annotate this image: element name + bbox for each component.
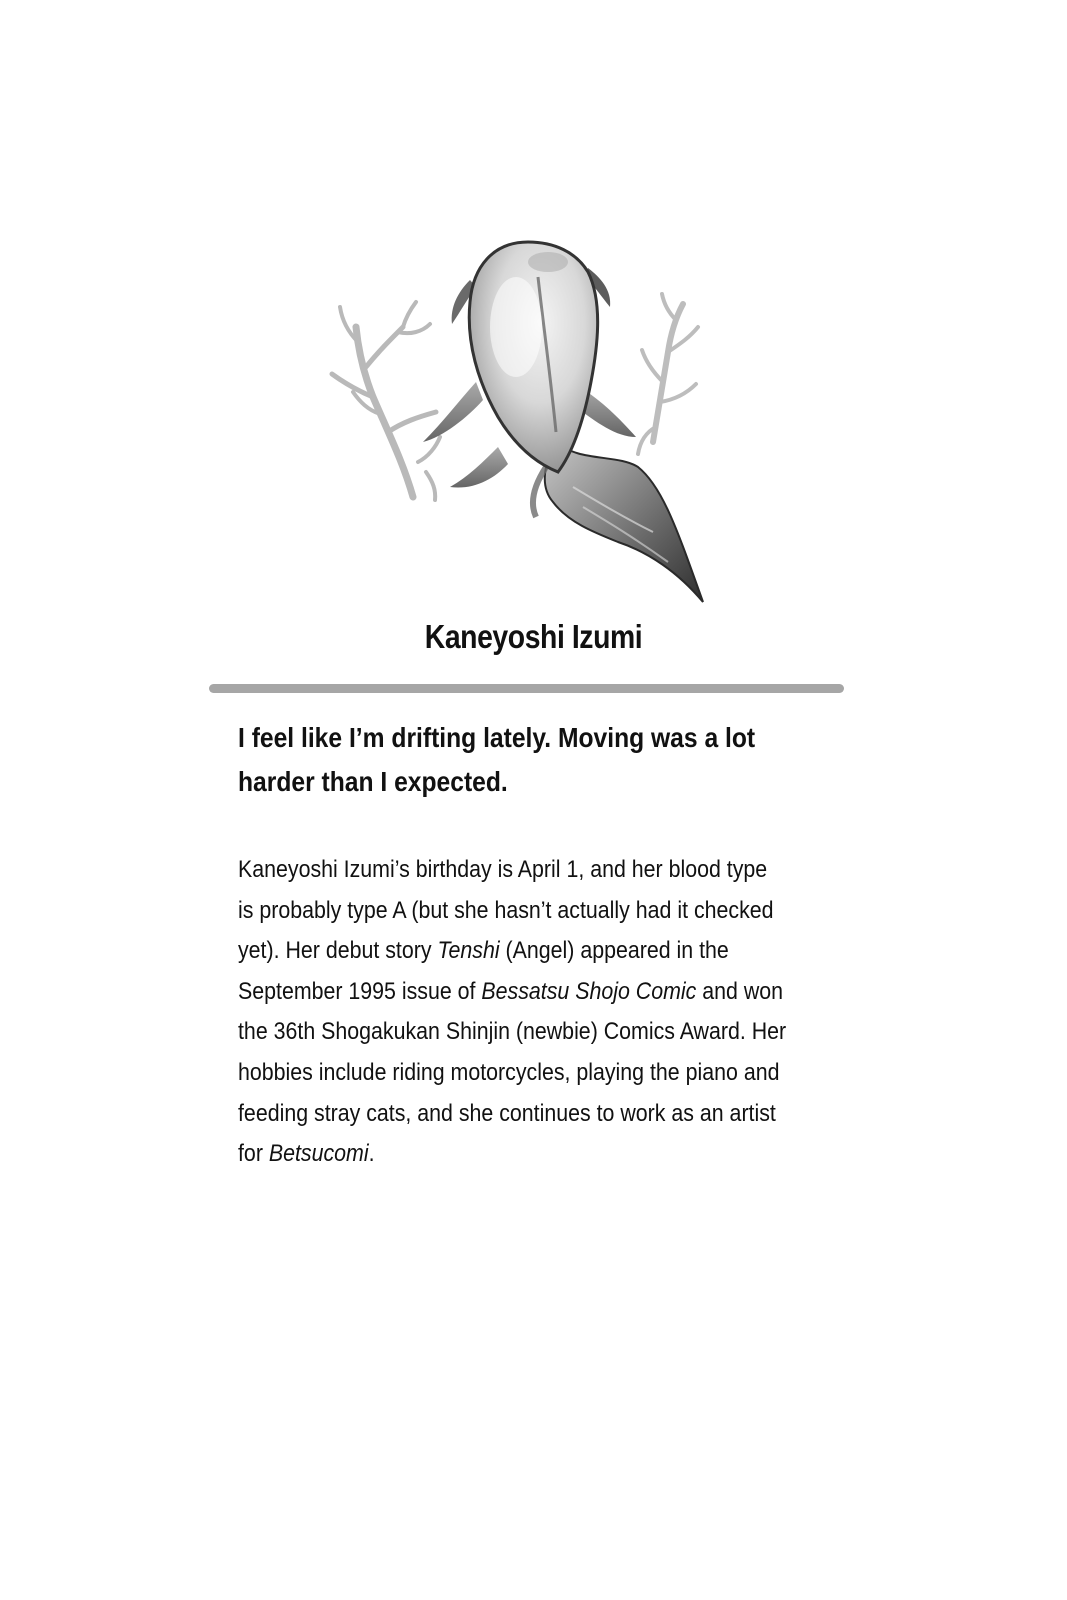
quote-line-2: harder than I expected. [238, 766, 508, 797]
bio-line-7: feeding stray cats, and she continues to work as an artist [238, 1099, 776, 1127]
bio-line-5: the 36th Shogakukan Shinjin (newbie) Comics Award. Her [238, 1018, 787, 1046]
bio-line-3: yet). Her debut story Tenshi (Angel) appeared in the [238, 937, 729, 965]
tail-fin [545, 442, 703, 602]
seaweed-right-icon [638, 294, 698, 454]
quote-line-1: I feel like I’m drifting lately. Moving was a lot [238, 722, 756, 753]
bio-line-6: hobbies include riding motorcycles, playing the piano and [238, 1058, 780, 1086]
author-bio [238, 850, 808, 1175]
seaweed-left-icon [332, 302, 440, 500]
bio-line-1: Kaneyoshi Izumi’s birthday is April 1, and her blood type [238, 856, 768, 883]
title-bessatsu-shojo-comic: Bessatsu Shojo Comic [481, 977, 697, 1005]
author-name: Kaneyoshi Izumi [424, 618, 643, 655]
author-quote [238, 716, 801, 804]
goldfish-illustration [318, 232, 718, 612]
bio-line-8: for Betsucomi. [238, 1140, 375, 1168]
bio-line-2: is probably type A (but she hasn’t actually had it checked [238, 896, 774, 924]
title-betsucomi: Betsucomi [268, 1140, 369, 1168]
title-tenshi: Tenshi [437, 937, 500, 965]
bio-line-4: September 1995 issue of Bessatsu Shojo Comic and won [238, 977, 784, 1005]
divider-rule [209, 684, 844, 693]
